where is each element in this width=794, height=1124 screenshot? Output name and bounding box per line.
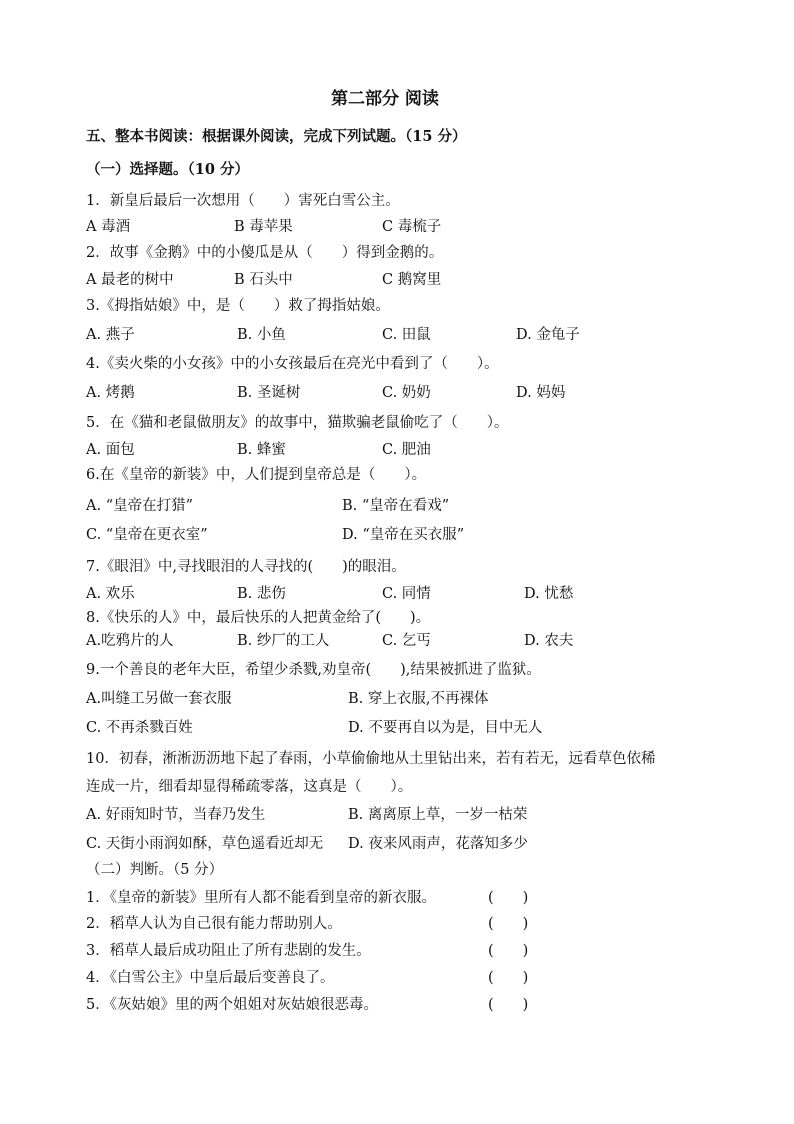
q1-option-a: A 毒酒 bbox=[86, 219, 131, 235]
question-5: 5．在《猫和老鼠做朋友》的故事中，猫欺骗老鼠偷吃了（ ）。 bbox=[86, 415, 509, 431]
judgement-answer-blank-4[interactable]: ( ) bbox=[488, 970, 529, 986]
q3-option-b: B. 小鱼 bbox=[237, 327, 286, 343]
q6-option-a: A. “皇帝在打猎” bbox=[86, 498, 194, 514]
q9-option-b: B. 穿上衣服,不再裸体 bbox=[348, 691, 489, 707]
q3-option-d: D. 金龟子 bbox=[516, 327, 580, 343]
judgement-item-2: 2．稻草人认为自己很有能力帮助别人。 bbox=[86, 916, 342, 932]
question-10-line1: 10．初春，淅淅沥沥地下起了春雨，小草偷偷地从土里钻出来，若有若无，远看草色依稀 bbox=[86, 751, 656, 767]
question-3: 3.《拇指姑娘》中，是（ ）救了拇指姑娘。 bbox=[86, 298, 390, 314]
judgement-item-4: 4．《白雪公主》中皇后最后变善良了。 bbox=[86, 970, 335, 986]
q8-option-b: B. 纱厂的工人 bbox=[237, 633, 330, 649]
q7-option-a: A. 欢乐 bbox=[86, 586, 135, 602]
q3-option-a: A. 燕子 bbox=[86, 327, 135, 343]
question-2: 2．故事《金鹅》中的小傻瓜是从（ ）得到金鹅的。 bbox=[86, 245, 444, 261]
judgement-item-1: 1．《皇帝的新装》里所有人都不能看到皇帝的新衣服。 bbox=[86, 890, 436, 906]
q4-option-a: A. 烤鹅 bbox=[86, 385, 135, 401]
q2-option-b: B 石头中 bbox=[234, 272, 293, 288]
q1-option-b: B 毒苹果 bbox=[234, 219, 293, 235]
q8-option-c: C. 乞丐 bbox=[382, 633, 431, 649]
question-8: 8.《快乐的人》中，最后快乐的人把黄金给了( )。 bbox=[86, 610, 431, 626]
q7-option-b: B. 悲伤 bbox=[237, 586, 286, 602]
question-1: 1．新皇后最后一次想用（ ）害死白雪公主。 bbox=[86, 193, 400, 209]
q10-option-d: D. 夜来风雨声，花落知多少 bbox=[348, 836, 528, 852]
q6-option-c: C. “皇帝在更衣室” bbox=[86, 527, 208, 543]
judgement-answer-blank-2[interactable]: ( ) bbox=[488, 916, 529, 932]
q9-option-c: C. 不再杀戮百姓 bbox=[86, 720, 193, 736]
q3-option-c: C. 田鼠 bbox=[382, 327, 431, 343]
q10-option-c: C. 天街小雨润如酥，草色遥看近却无 bbox=[86, 836, 324, 852]
q10-option-a: A. 好雨知时节，当春乃发生 bbox=[86, 807, 266, 823]
q5-option-b: B. 蜂蜜 bbox=[237, 442, 286, 458]
choice-heading: （一）选择题。（10 分） bbox=[86, 161, 249, 178]
q9-option-d: D. 不要再自以为是，目中无人 bbox=[348, 720, 543, 736]
q4-option-d: D. 妈妈 bbox=[516, 385, 566, 401]
q8-option-a: A.吃鸦片的人 bbox=[86, 633, 174, 649]
question-10-line2: 连成一片，细看却显得稀疏零落，这真是（ ）。 bbox=[86, 779, 413, 795]
q6-option-b: B. “皇帝在看戏” bbox=[342, 498, 450, 514]
judgement-item-3: 3．稻草人最后成功阻止了所有悲剧的发生。 bbox=[86, 943, 371, 959]
q4-option-b: B. 圣诞树 bbox=[237, 385, 301, 401]
q7-option-d: D. 忧愁 bbox=[524, 586, 574, 602]
q10-option-b: B. 离离原上草，一岁一枯荣 bbox=[348, 807, 528, 823]
judgement-item-5: 5．《灰姑娘》里的两个姐姐对灰姑娘很恶毒。 bbox=[86, 997, 378, 1013]
q1-option-c: C 毒梳子 bbox=[382, 219, 442, 235]
question-9: 9.一个善良的老年大臣，希望少杀戮,劝皇帝( ),结果被抓进了监狱。 bbox=[86, 662, 541, 678]
judgement-answer-blank-1[interactable]: ( ) bbox=[488, 890, 529, 906]
question-7: 7.《眼泪》中,寻找眼泪的人寻找的( )的眼泪。 bbox=[86, 559, 406, 575]
judgement-answer-blank-3[interactable]: ( ) bbox=[488, 943, 529, 959]
q9-option-a: A.叫缝工另做一套衣服 bbox=[86, 691, 232, 707]
question-4: 4.《卖火柴的小女孩》中的小女孩最后在亮光中看到了（ ）。 bbox=[86, 356, 499, 372]
q2-option-c: C 鹅窝里 bbox=[382, 272, 442, 288]
page-title: 第二部分 阅读 bbox=[331, 89, 439, 109]
section-heading: 五、整本书阅读：根据课外阅读，完成下列试题。（15 分） bbox=[86, 128, 467, 145]
q7-option-c: C. 同情 bbox=[382, 586, 431, 602]
q8-option-d: D. 农夫 bbox=[524, 633, 574, 649]
q5-option-c: C. 肥油 bbox=[382, 442, 431, 458]
judgement-answer-blank-5[interactable]: ( ) bbox=[488, 997, 529, 1013]
question-6: 6.在《皇帝的新装》中，人们提到皇帝总是（ ）。 bbox=[86, 467, 427, 483]
q4-option-c: C. 奶奶 bbox=[382, 385, 431, 401]
q5-option-a: A. 面包 bbox=[86, 442, 135, 458]
q2-option-a: A 最老的树中 bbox=[86, 272, 174, 288]
judgement-heading: （二）判断。（5 分） bbox=[86, 862, 224, 878]
q6-option-d: D. “皇帝在买衣服” bbox=[342, 527, 465, 543]
